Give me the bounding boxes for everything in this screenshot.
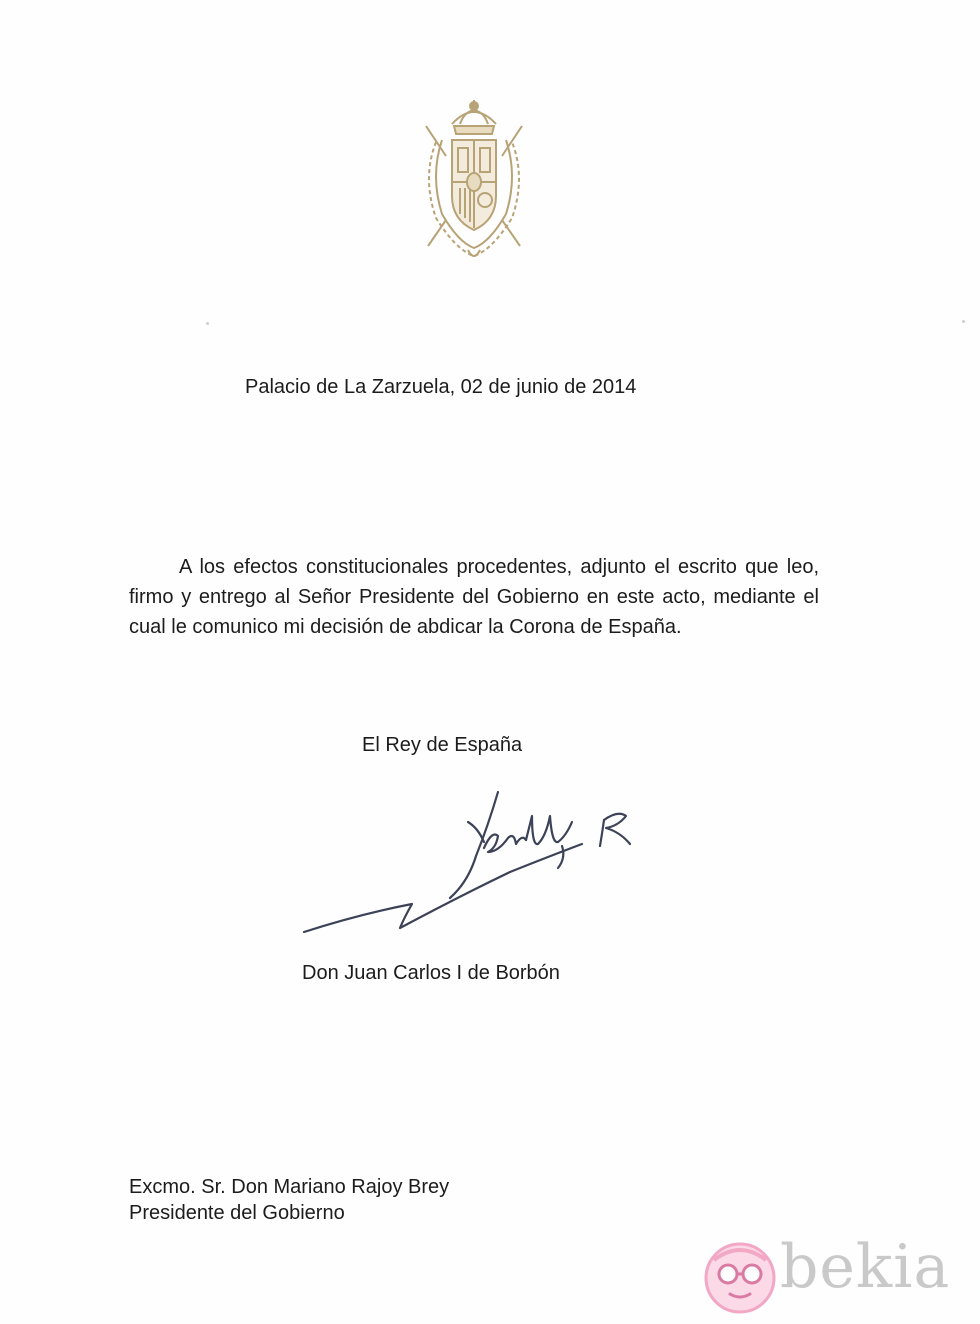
paper-speck xyxy=(962,320,965,323)
signature-icon xyxy=(300,786,660,936)
signer-name: Don Juan Carlos I de Borbón xyxy=(302,962,560,984)
bekia-face-logo-icon xyxy=(700,1238,780,1318)
abdication-statement: A los efectos constitucionales procedentes, adjunto el escrito que leo, firmo y entrego al Señor Presidente del Gobierno en este acto, mediante el cual le comunico mi decisión de abdicar la Corona de España. xyxy=(129,556,819,638)
bekia-watermark xyxy=(700,1232,970,1316)
signer-title: El Rey de España xyxy=(362,734,523,756)
recipient-block xyxy=(129,1174,449,1226)
place-and-date: Palacio de La Zarzuela, 02 de junio de 2014 xyxy=(245,376,637,398)
paper-speck xyxy=(206,322,209,325)
recipient-name: Excmo. Sr. Don Mariano Rajoy Brey xyxy=(129,1176,450,1198)
coat-of-arms-icon xyxy=(412,96,536,262)
recipient-office: Presidente del Gobierno xyxy=(129,1202,345,1224)
watermark-text: bekia xyxy=(780,1232,951,1302)
